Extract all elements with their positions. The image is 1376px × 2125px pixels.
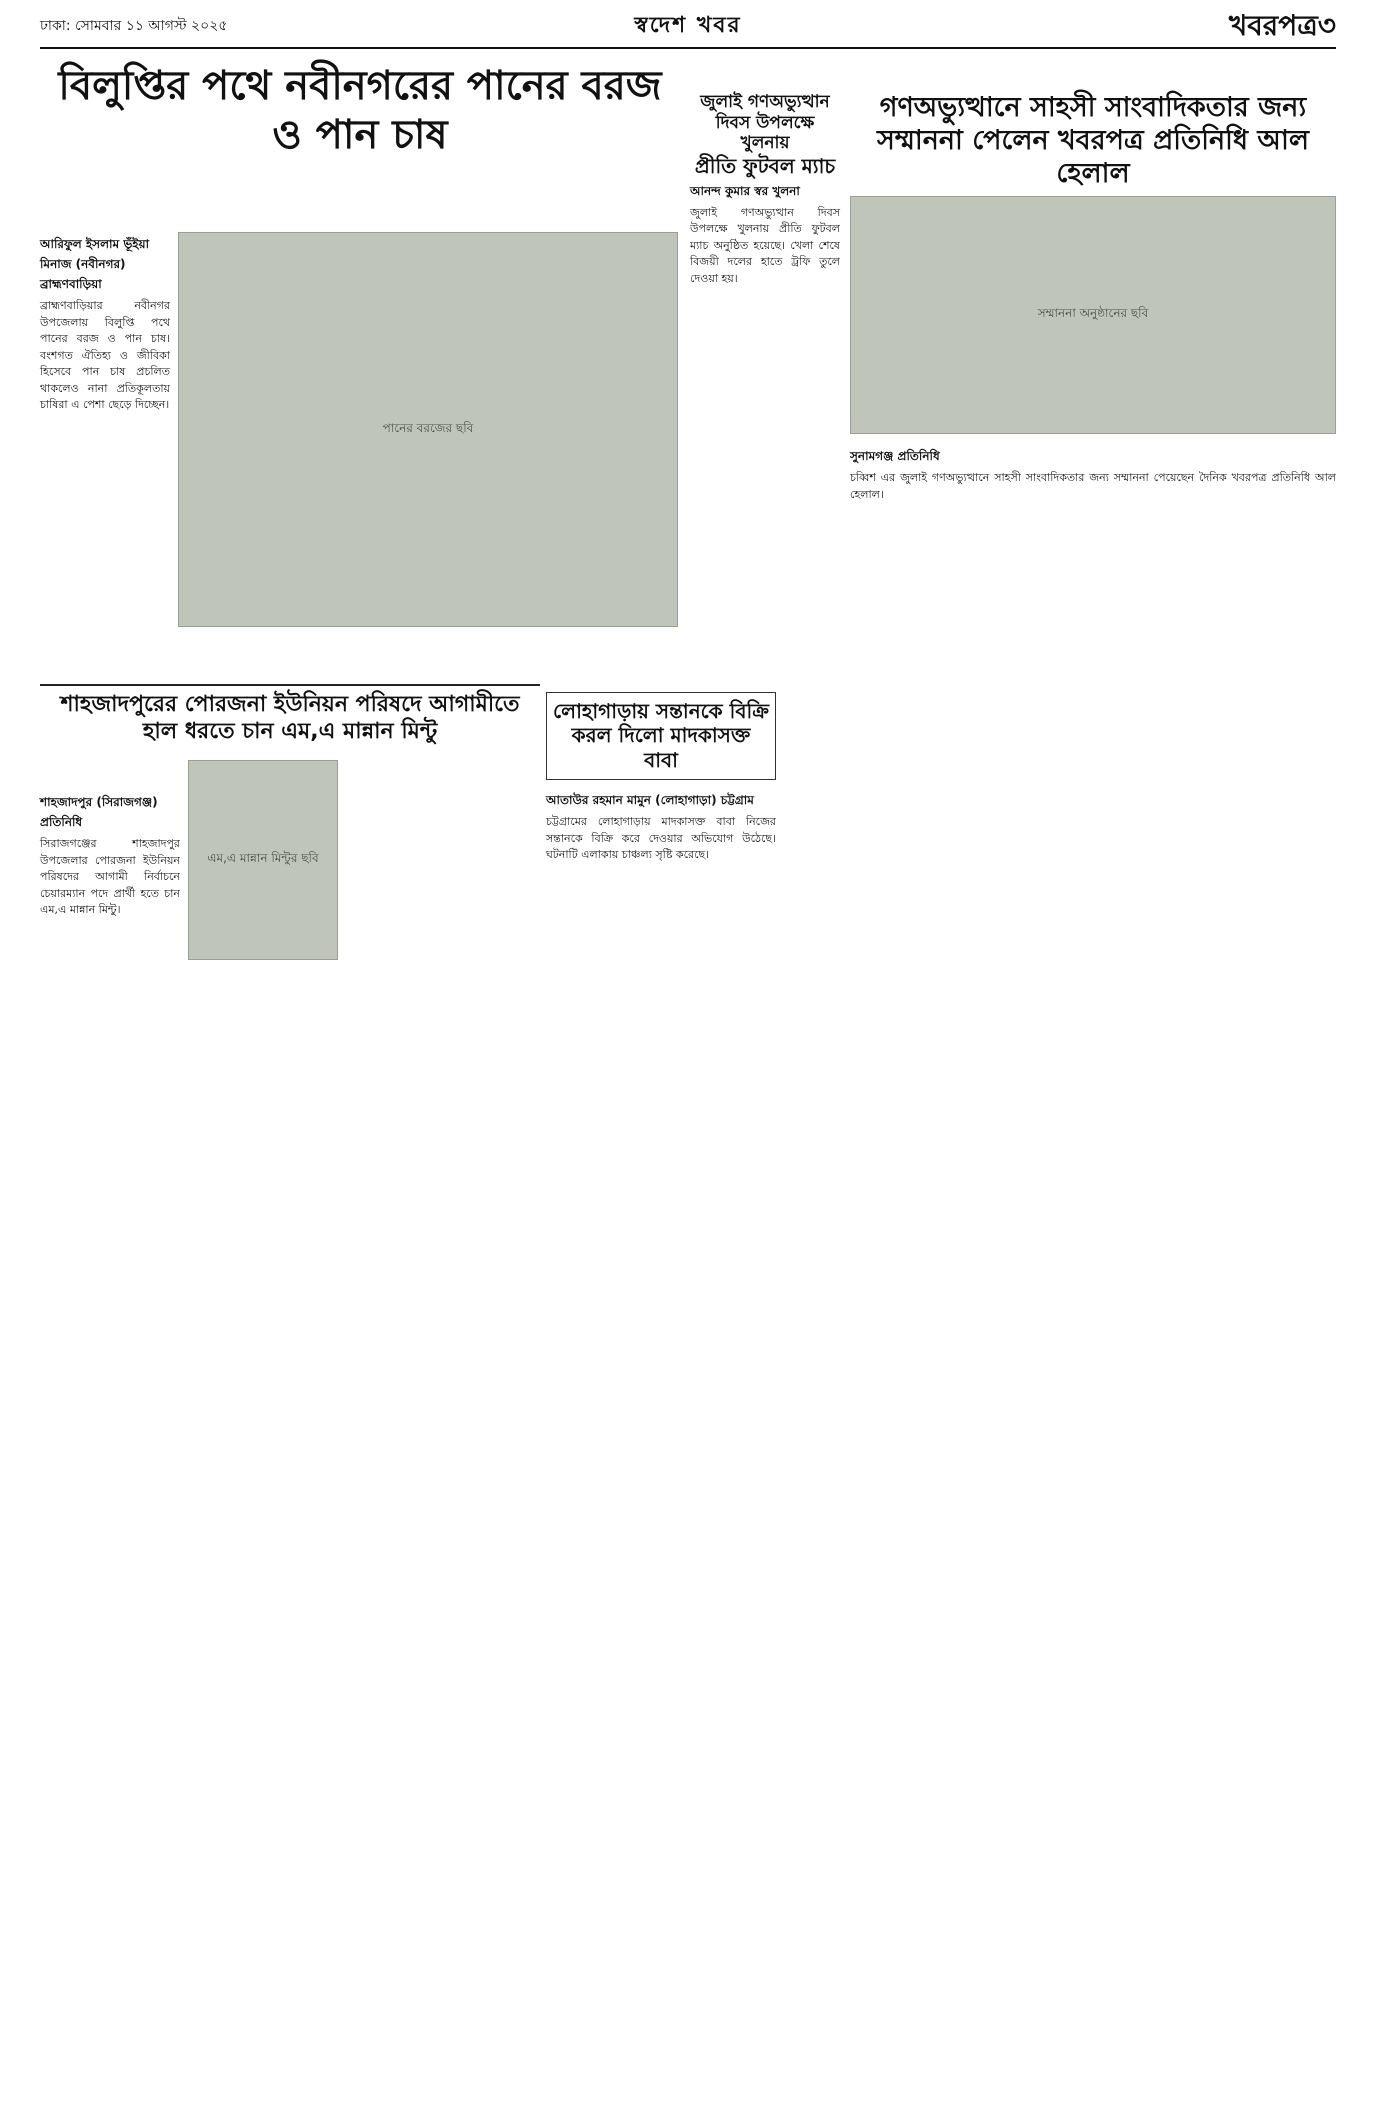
kicker-football: জুলাই গণঅভ্যুত্থান দিবস উপলক্ষে খুলনায় — [700, 92, 830, 154]
article-lohagara-body — [546, 788, 776, 864]
photo-porjona: এম,এ মান্নান মিন্টুর ছবি — [188, 760, 338, 960]
headline-paan: বিলুপ্তির পথে নবীনগরের পানের বরজ ও পান চাষ — [58, 63, 662, 158]
headline-football: প্রীতি ফুটবল ম্যাচ — [694, 154, 836, 179]
headline-lohagara: লোহাগাড়ায় সন্তানকে বিক্রি করল দিলো মাদকাসক্ত বাবা — [553, 699, 769, 772]
photo-award: সম্মাননা অনুষ্ঠানের ছবি — [850, 196, 1336, 434]
headline-porjona: শাহজাদপুরের পোরজনা ইউনিয়ন পরিষদে আগামীতে হাল ধরতে চান এম,এ মান্নান মিন্টু — [60, 692, 520, 744]
lead-football: জুলাই গণঅভ্যুত্থান দিবস উপলক্ষে খুলনায় প্রীতি ফুটবল ম্যাচ অনুষ্ঠিত হয়েছে। খেলা শেষে বিজয়ী দলের হাতে ট্রফি তুলে দেওয়া হয়। — [690, 205, 840, 285]
byline-paan: আরিফুল ইসলাম ভূঁইয়া মিনাজ (নবীনগর) ব্রাহ্মণবাড়িয়া — [40, 237, 150, 291]
lead-paan: ব্রাহ্মণবাড়িয়ার নবীনগর উপজেলায় বিলুপ্তি পথে পানের বরজ ও পান চাষ। বংশগত ঐতিহ্য ও জীবিকা হিসেবে পান চাষ প্রচলিত থাকলেও নানা প্রতিকূলতায় চাষিরা এ পেশা ছেড়ে দিচ্ছেন। — [40, 299, 170, 411]
article-lohagara — [546, 692, 776, 780]
headline-award: গণঅভ্যুত্থানে সাহসী সাংবাদিকতার জন্য সম্মাননা পেলেন খবরপত্র প্রতিনিধি আল হেলাল — [877, 92, 1309, 189]
divider — [40, 684, 540, 686]
header-rule — [40, 47, 1336, 49]
article-award-body — [850, 444, 1336, 503]
byline-porjona: শাহজাদপুর (সিরাজগঞ্জ) প্রতিনিধি — [40, 795, 158, 829]
logo — [1229, 4, 1336, 51]
article-paan — [40, 62, 680, 160]
byline-award: সুনামগঞ্জ প্রতিনিধি — [850, 449, 940, 463]
byline-lohagara: আতাউর রহমান মামুন (লোহাগাড়া) চট্টগ্রাম — [546, 793, 754, 807]
logo-text: খবরপত্র — [1228, 9, 1318, 42]
article-paan-body — [40, 232, 170, 414]
lead-porjona: সিরাজগঞ্জের শাহজাদপুর উপজেলার পোরজনা ইউনিয়ন পরিষদের আগামী নির্বাচনে চেয়ারম্যান পদে প্রার্থী হতে চান এম,এ মান্নান মিন্টু। — [40, 837, 180, 916]
article-porjona — [40, 692, 540, 746]
article-award — [850, 92, 1336, 191]
lead-award: চব্বিশ এর জুলাই গণঅভ্যুত্থানে সাহসী সাংবাদিকতার জন্য সম্মাননা পেয়েছেন দৈনিক খবরপত্র প্রতিনিধি আল হেলাল। — [850, 471, 1336, 501]
page-date: ঢাকা: সোমবার ১১ আগস্ট ২০২৫ — [40, 18, 228, 34]
section-title: স্বদেশ খবর — [634, 13, 742, 38]
lead-lohagara: চট্টগ্রামের লোহাগাড়ায় মাদকাসক্ত বাবা নিজের সন্তানকে বিক্রি করে দেওয়ার অভিযোগ উঠেছে। ঘটনাটি এলাকায় চাঞ্চল্য সৃষ্টি করেছে। — [546, 815, 776, 861]
article-football — [690, 92, 840, 287]
byline-football: আনন্দ কুমার স্বর খুলনা — [690, 183, 800, 198]
page-number: ৩ — [1317, 9, 1336, 42]
article-porjona-body — [40, 790, 180, 919]
photo-paan: পানের বরজের ছবি — [178, 232, 678, 627]
